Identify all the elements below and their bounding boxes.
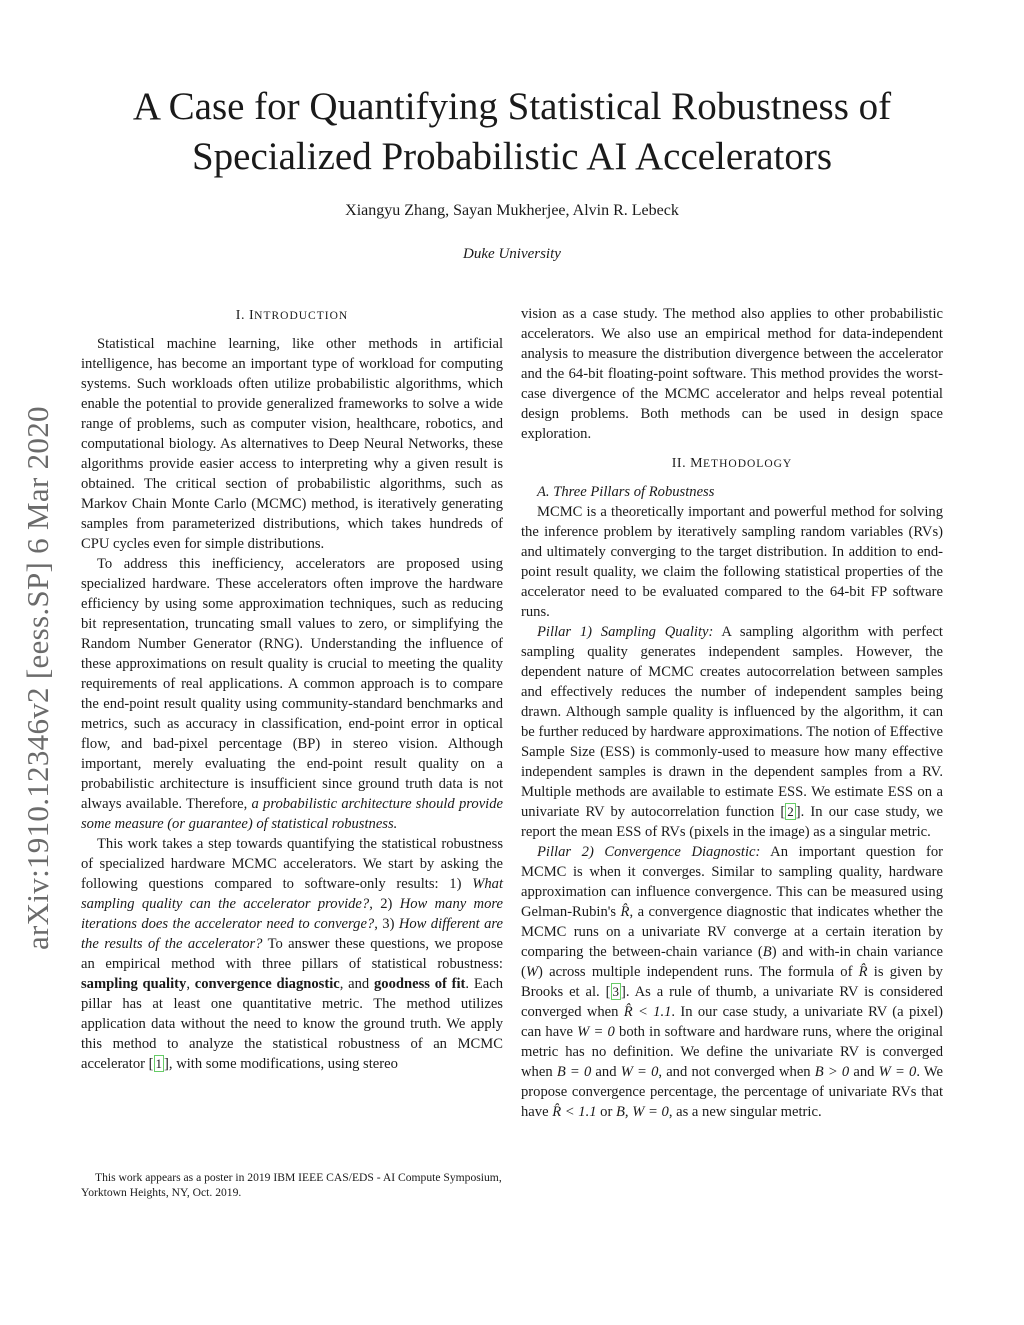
- math-w: W: [525, 964, 539, 980]
- intro-paragraph-2: [81, 554, 503, 834]
- footnote: This work appears as a poster in 2019 IBM IEEE CAS/EDS - AI Compute Symposium, Yorktown Heights, NY, Oct. 2019.: [81, 1171, 502, 1199]
- affiliation: Duke University: [463, 246, 561, 262]
- math-equation: B, W = 0: [616, 1104, 669, 1120]
- arxiv-identifier-stamp: arXiv:1910.12346v2 [eess.SP] 6 Mar 2020: [20, 406, 55, 950]
- pillar-1-heading: Pillar 1) Sampling Quality:: [537, 624, 714, 640]
- intro-paragraph-3: This work takes a step towards quantifying the statistical robustness of specialized hardware MCMC accelerators. We start by asking the following questions compared to software-only results: 1) What sampling quality can the accelerator provide?, 2) How many more iterations does the accelerator need to converge?, 3) How different are the results of the accelerator? To answer these questions, we propose an empirical method with three pillars of statistical robustness: sampling quality, convergence diagnostic, and goodness of fit. Each pillar has at least one quantitative metric. The method utilizes application data without the need to know the ground truth. We apply this method to analyze the statistical robustness of an MCMC accelerator [ 1 ], with some modifications, using stereo: [81, 836, 503, 1072]
- math-inequality: B > 0: [814, 1064, 850, 1080]
- section-title-initial: M: [690, 456, 704, 471]
- section-heading-introduction: [81, 306, 503, 326]
- author-list: Xiangyu Zhang, Sayan Mukherjee, Alvin R. Lebeck: [345, 202, 679, 219]
- paragraph-text: , and: [339, 976, 370, 992]
- section-number: I.: [235, 308, 245, 323]
- intro-paragraph-1: Statistical machine learning, like other methods in artificial intelligence, has become an important type of workload for computing systems. Such workloads often utilize probabilistic algorithms, which enable the potential to provide generalized frameworks to solve a wide range of problems, such as computer vision, healthcare, robotics, and computational biology. As alternatives to Deep Neural Networks, these algorithms provide easier access to interpreting why a given result is obtained. The critical section of probabilistic algorithms, such as Markov Chain Monte Carlo (MCMC) method, is iteratively generating samples from parameterized distributions, which takes hundreds of CPU cycles even for simple distributions.: [81, 336, 503, 552]
- math-equation: W = 0: [577, 1024, 615, 1040]
- paragraph-text: , a convergence diagnostic that indicates whether the MCMC runs on a univariate RV converge at a certain iteration by comparing the between-chain variance (: [521, 904, 943, 960]
- paragraph-text: , with some modifications, using stereo: [168, 1056, 398, 1072]
- paragraph-text: . In our case study, we report the mean ESS of RVs (pixels in the image) as a singular metric.: [521, 804, 943, 840]
- paper-title: A Case for Quantifying Statistical Robustness of Specialized Probabilistic AI Accelerators: [132, 85, 892, 178]
- section-title-rest: NTRODUCTION: [254, 310, 349, 322]
- paragraph-text: , as a new singular metric.: [668, 1104, 822, 1120]
- paragraph-text: and: [849, 1064, 875, 1080]
- paragraph-text: To address this inefficiency, accelerators are proposed using specialized hardware. These accelerators often improve the hardware efficiency by using some approximation techniques, such as reducing bit representation, truncating small values to zero, or simplifying the Random Number Generator (RNG). Understanding the influence of these approximations on result quality is crucial to meeting the quality requirements of real applications. A common approach is to compare the end-point result quality using community-standard benchmarks and metrics, such as accuracy in classification, end-point error in optical flow, and bad-pixel percentage (BP) in stereo vision. Although important, merely evaluating the end-point result quality on a probabilistic architecture is insufficient since ground truth data is not always available. Therefore,: [81, 556, 503, 812]
- paragraph-text: or: [596, 1104, 613, 1120]
- paragraph-text: ) and with-in chain variance (: [521, 944, 943, 980]
- section-number: II.: [671, 456, 687, 471]
- question-1: What sampling quality can the accelerator provide?: [81, 876, 503, 912]
- math-inequality: R̂ < 1.1: [623, 1004, 672, 1020]
- paragraph-text: To answer these questions, we propose an empirical method with three pillars of statistical robustness:: [81, 936, 503, 972]
- math-inequality: R̂ < 1.1: [552, 1104, 597, 1120]
- method-paragraph-1: MCMC is a theoretically important and powerful method for solving the inference problem by iteratively sampling random variables (RVs) and ultimately converging to the target distribution. In addition to end-point result quality, we claim the following statistical properties of the accelerator need to be evaluated compared to the 64-bit FP software runs.: [521, 504, 943, 620]
- citation-link[interactable]: 3: [612, 984, 619, 999]
- paragraph-text: is given by Brooks et al.: [521, 964, 943, 1000]
- pillar-2-paragraph: Pillar 2) Convergence Diagnostic: An important question for MCMC is when it converges. Similar to sampling quality, hardware approximation can influence convergence. This can be measured using Gelman-Rubin's R̂, a convergence diagnostic that indicates whether the MCMC runs on a univariate RV converge at a certain iteration by comparing the between-chain variance (B) and with-in chain variance (W) across multiple independent runs. The formula of R̂ is given by Brooks et al. [ 3 ]. As a rule of thumb, a univariate RV is considered converged when R̂ < 1.1. In our case study, a univariate RV (a pixel) can have W = 0 both in software and hardware runs, where the original metric has no definition. We define the univariate RV is converged when B = 0 and W = 0, and not converged when B > 0 and W = 0. We propose convergence percentage, the percentage of univariate RVs that have R̂ < 1.1 or B, W = 0, as a new singular metric.: [521, 844, 943, 1120]
- pillar-term-2: convergence diagnostic: [194, 976, 340, 992]
- paragraph-text: . As a rule of thumb, a univariate RV is considered converged when: [521, 984, 943, 1020]
- paragraph-text: . Each pillar has at least one quantitative metric. The method utilizes application data without the need to know the ground truth. We apply this method to analyze the statistical robustness of an MCMC accelerator: [81, 976, 503, 1072]
- right-column: [521, 304, 943, 1122]
- pillar-2-heading: Pillar 2) Convergence Diagnostic:: [537, 844, 761, 860]
- citation-link[interactable]: 2: [787, 804, 794, 819]
- section-heading-methodology: [521, 454, 943, 474]
- paragraph-text: both in software and hardware runs, where the original metric has no definition. We define the univariate RV is converged when: [521, 1024, 943, 1080]
- math-equation: B = 0: [556, 1064, 592, 1080]
- paragraph-text: A sampling algorithm with perfect sampling quality generates independent samples. However, the dependent nature of MCMC creates autocorrelation between samples and effectively reduces the number of independent samples being drawn. Although sample quality is influenced by the algorithm, it can be further reduced by hardware approximations. The notion of Effective Sample Size (ESS) is commonly-used to measure how many effective independent samples is drawn in the dependent samples from a RV. Multiple methods are available to estimate ESS. We estimate ESS on a univariate RV by autocorrelation function: [521, 624, 943, 820]
- math-rhat: R̂: [620, 904, 630, 920]
- paragraph-text: ) across multiple independent runs. The formula of: [538, 964, 853, 980]
- section-title-rest: ETHODOLOGY: [703, 458, 793, 470]
- paragraph-text: , and not converged when: [658, 1064, 811, 1080]
- paragraph-text: This work takes a step towards quantifying the statistical robustness of specialized hardware MCMC accelerators. We start by asking the following questions compared to software-only results: 1): [81, 836, 503, 892]
- pillar-term-3: goodness of fit: [374, 976, 466, 992]
- paragraph-text: . We propose convergence percentage, the percentage of univariate RVs that have: [521, 1064, 943, 1120]
- pillar-1-paragraph: Pillar 1) Sampling Quality: A sampling algorithm with perfect sampling quality generates independent samples. However, the dependent nature of MCMC creates autocorrelation between samples and effectively reduces the number of independent samples being drawn. Although sample quality is influenced by the algorithm, it can be further reduced by hardware approximations. The notion of Effective Sample Size (ESS) is commonly-used to measure how many effective independent samples is drawn in the dependent samples from a RV. Multiple methods are available to estimate ESS. We estimate ESS on a univariate RV by autocorrelation function [ 2 ]. In our case study, we report the mean ESS of RVs (pixels in the image) as a singular metric.: [521, 624, 943, 840]
- emphasis-text: a probabilistic architecture should provide some measure (or guarantee) of statistical robustness.: [81, 796, 503, 832]
- question-3: How different are the results of the accelerator?: [81, 916, 503, 952]
- pillar-term-1: sampling quality: [81, 976, 187, 992]
- left-column: [81, 306, 503, 1074]
- paragraph-text: . In our case study, a univariate RV (a pixel) can have: [521, 1004, 943, 1040]
- math-b: B: [762, 944, 772, 960]
- math-rhat: R̂: [858, 964, 868, 980]
- paragraph-text: , 3): [374, 916, 395, 932]
- math-equation: W = 0: [878, 1064, 917, 1080]
- subsection-heading: A. Three Pillars of Robustness: [537, 484, 715, 500]
- math-equation: W = 0: [620, 1064, 659, 1080]
- paragraph-text: An important question for MCMC is when it converges. Similar to sampling quality, hardware approximation can influence convergence. This can be measured using Gelman-Rubin's: [521, 844, 943, 920]
- paragraph-text: , 2): [369, 896, 393, 912]
- question-2: How many more iterations does the accelerator need to converge?: [81, 896, 503, 932]
- section-title-initial: I: [248, 308, 255, 323]
- citation-link[interactable]: 1: [155, 1056, 163, 1071]
- intro-paragraph-continued: vision as a case study. The method also applies to other probabilistic accelerators. We also use an empirical method for data-independent analysis to measure the distribution divergence between the accelerator and the 64-bit floating-point software. This method provides the worst-case divergence of the MCMC accelerator and helps reveal potential design problems. Both methods can be used in design space exploration.: [521, 306, 943, 442]
- paragraph-text: ,: [186, 976, 190, 992]
- paragraph-text: and: [591, 1064, 617, 1080]
